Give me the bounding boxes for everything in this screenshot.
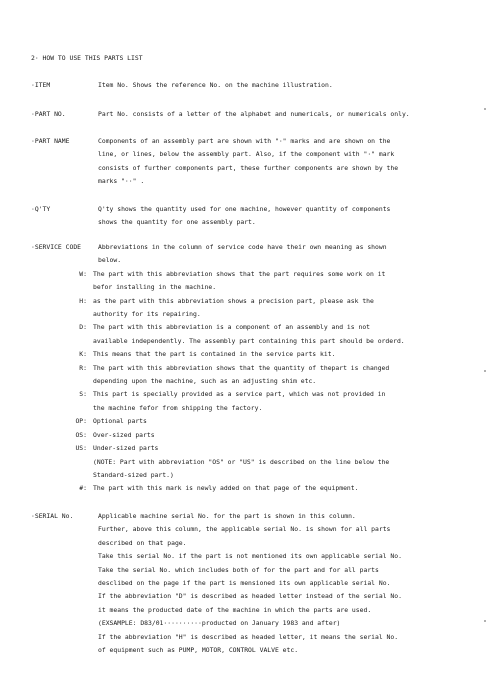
service-code-r [31,362,471,389]
code-line: This part is specially provided as a service part, which was not provided in [93,390,386,399]
scan-speck [484,370,486,372]
code-key: K: [79,350,87,359]
service-code-w [31,268,471,295]
code-line: Optional parts [93,417,147,426]
code-key: OP: [75,417,87,426]
code-key: US: [75,444,87,453]
qty-desc-line: Q'ty shows the quantity used for one machine, however quantity of components [98,205,391,213]
item-desc-line: Item No. Shows the reference No. on the machine illustration. [98,81,333,89]
code-line: This means that the part is contained in the service parts kit. [93,350,336,359]
code-line: The part with this mark is newly added on that page of the equipment. [93,484,359,493]
code-key: S: [79,390,87,399]
qty-term: ·Q'TY [31,205,51,213]
scan-speck [484,620,486,622]
code-line: Standard-sized part.) [93,470,174,479]
section-title: 2· HOW TO USE THIS PARTS LIST [31,54,143,62]
service-code-new [31,482,471,495]
serial-desc-line: of equipment such as PUMP, MOTOR, CONTROL VALVE etc. [98,646,299,655]
part-name-desc-line: marks "··" . [98,177,145,186]
code-line: (NOTE: Part with abbreviation "OS" or "US" is described on the line below the [93,457,390,466]
part-name-section [31,135,471,189]
serial-desc-line: desclibed on the page if the part is mensioned its own applicable serial No. [98,579,391,588]
service-code-k [31,348,471,361]
serial-desc-line: If the abbreviation "H" is described as headed letter, it means the serial No. [98,632,399,641]
scan-speck [484,108,486,110]
serial-desc-line: (EXSAMPLE: D83/01··········producted on January 1983 and after) [98,619,341,628]
part-no-desc-line: Part No. consists of a letter of the alphabet and numericals, or numericals only. [98,110,410,118]
part-name-desc-line: line, or lines, below the assembly part. Also, if the component with "·" mark [98,150,395,159]
code-key: R: [79,363,87,372]
service-code-intro-line: Abbreviations in the column of service code have their own meaning as shown [98,243,387,251]
code-line: depending upon the machine, such as an adjusting shim etc. [93,377,317,386]
serial-desc-line: If the abbreviation "D" is described as headed letter instead of the serial No. [98,592,402,601]
service-code-section [31,241,471,496]
serial-desc-line: Further, above this column, the applicable serial No. is shown for all parts [98,525,391,534]
part-no-section [31,108,471,121]
code-line: the machine fefor from shipping the factory. [93,403,263,412]
item-term: ·ITEM [31,81,51,89]
service-code-s [31,388,471,415]
code-line: The part with this abbreviation shows that the part requires some work on it [93,269,386,278]
code-line: befor installing in the machine. [93,283,217,292]
code-line: Under-sized parts [93,444,159,453]
item-section [31,79,471,92]
code-line: as the part with this abbreviation shows a precision part, please ask the [93,296,374,305]
service-code-term: ·SERVICE CODE [31,243,82,251]
serial-desc-line: it means the producted date of the machine in which the parts are used. [98,605,372,614]
serial-no-term: ·SERIAL No. [31,512,74,520]
code-key: #: [79,484,87,493]
serial-desc-line: Take the serial No. which includes both of for the part and for all parts [98,565,379,574]
serial-no-section [31,510,471,657]
part-no-term: ·PART NO. [31,110,66,118]
serial-desc-line: described on that page. [98,538,187,547]
service-code-intro-line: below. [98,256,122,265]
serial-desc-line: Applicable machine serial No. for the part is shown in this column. [98,512,356,520]
part-name-term: ·PART NAME [31,137,70,145]
service-code-h [31,295,471,322]
service-code-us [31,442,471,482]
service-code-os [31,429,471,442]
part-name-desc-line: consists of further components part, these further components are shown by the [98,163,399,172]
part-name-desc-line: Components of an assembly part are shown with "·" marks and are shown on the [98,137,391,145]
qty-section [31,203,471,230]
code-line: Over-sized parts [93,430,155,439]
code-key: H: [79,296,87,305]
code-key: W: [79,269,87,278]
qty-desc-line: shows the quantity for one assembly part. [98,218,256,227]
code-key: D: [79,323,87,332]
serial-desc-line: Take this serial No. if the part is not mentioned its own applicable serial No. [98,552,402,561]
service-code-d [31,321,471,348]
code-line: The part with this abbreviation shows that the quantity of thepart is changed [93,363,390,372]
code-line: authority for its repairing. [93,310,201,319]
code-line: available independently. The assembly part containing this part should be orderd. [93,336,405,345]
code-line: The part with this abbreviation is a component of an assembly and is not [93,323,371,332]
code-key: OS: [75,430,87,439]
service-code-op [31,415,471,428]
